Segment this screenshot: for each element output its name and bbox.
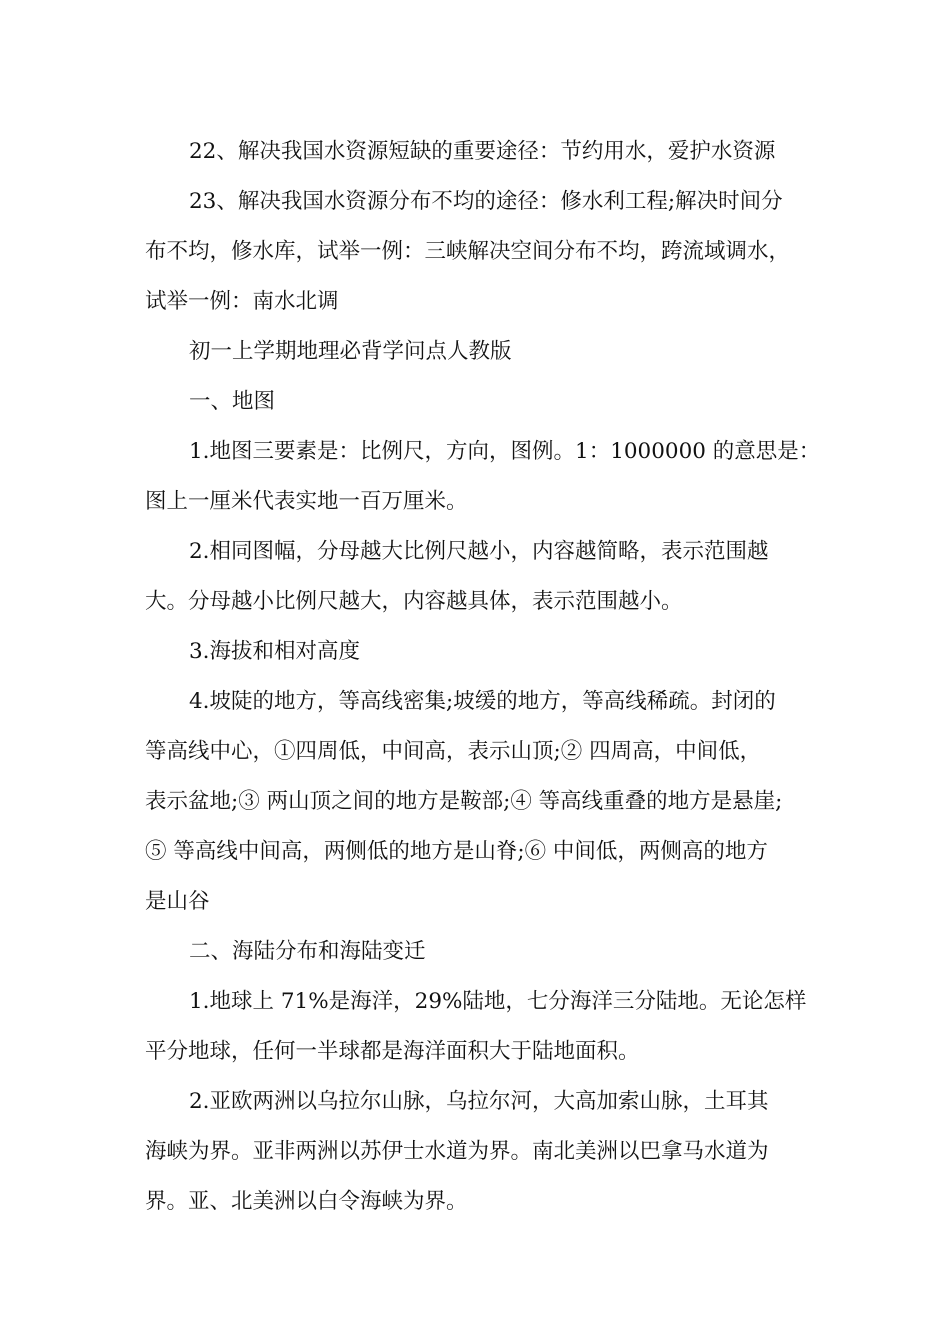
paragraph-22	[145, 127, 825, 177]
text-line: 等高线中心，①四周低，中间高，表示山顶;② 四周高，中间低，	[145, 739, 762, 764]
text-line: 1.地图三要素是：比例尺，方向，图例。1：1000000 的意思是：	[189, 439, 821, 464]
text-line: 界。亚、北美洲以白令海峡为界。	[145, 1189, 468, 1214]
text-line: 是山谷	[145, 889, 210, 914]
text-line: 表示盆地;③ 两山顶之间的地方是鞍部;④ 等高线重叠的地方是悬崖;	[145, 789, 783, 814]
text-line: 4.坡陡的地方，等高线密集;坡缓的地方，等高线稀疏。封闭的	[189, 689, 776, 714]
heading-maps	[145, 377, 825, 427]
text-line: 平分地球，任何一半球都是海洋面积大于陆地面积。	[145, 1039, 640, 1064]
document-page	[145, 127, 825, 1227]
heading-land-sea	[145, 927, 825, 977]
text-line: 试举一例：南水北调	[145, 289, 339, 314]
text-line: 1.地球上 71%是海洋，29%陆地，七分海洋三分陆地。无论怎样	[189, 989, 807, 1014]
text-line: 22、解决我国水资源短缺的重要途径：节约用水，爱护水资源	[189, 139, 776, 164]
paragraph-map-4	[145, 677, 825, 927]
text-line: 2.亚欧两洲以乌拉尔山脉，乌拉尔河，大高加索山脉，土耳其	[189, 1089, 769, 1114]
section-title	[145, 327, 825, 377]
text-line: 海峡为界。亚非两洲以苏伊士水道为界。南北美洲以巴拿马水道为	[145, 1139, 769, 1164]
text-line: 一、地图	[189, 389, 276, 414]
text-line: ⑤ 等高线中间高，两侧低的地方是山脊;⑥ 中间低，两侧高的地方	[145, 839, 768, 864]
text-line: 大。分母越小比例尺越大，内容越具体，表示范围越小。	[145, 589, 683, 614]
text-line: 图上一厘米代表实地一百万厘米。	[145, 489, 468, 514]
text-line: 3.海拔和相对高度	[189, 639, 361, 664]
paragraph-map-2	[145, 527, 825, 627]
text-line: 二、海陆分布和海陆变迁	[189, 939, 426, 964]
text-line: 2.相同图幅，分母越大比例尺越小，内容越简略，表示范围越	[189, 539, 769, 564]
text-line: 初一上学期地理必背学问点人教版	[189, 339, 512, 364]
paragraph-map-1	[145, 427, 825, 527]
text-line: 23、解决我国水资源分布不均的途径：修水利工程;解决时间分	[189, 189, 783, 214]
paragraph-map-3	[145, 627, 825, 677]
paragraph-sea-2	[145, 1077, 825, 1227]
paragraph-sea-1	[145, 977, 825, 1077]
paragraph-23	[145, 177, 825, 327]
text-line: 布不均，修水库，试举一例：三峡解决空间分布不均，跨流域调水，	[145, 239, 791, 264]
